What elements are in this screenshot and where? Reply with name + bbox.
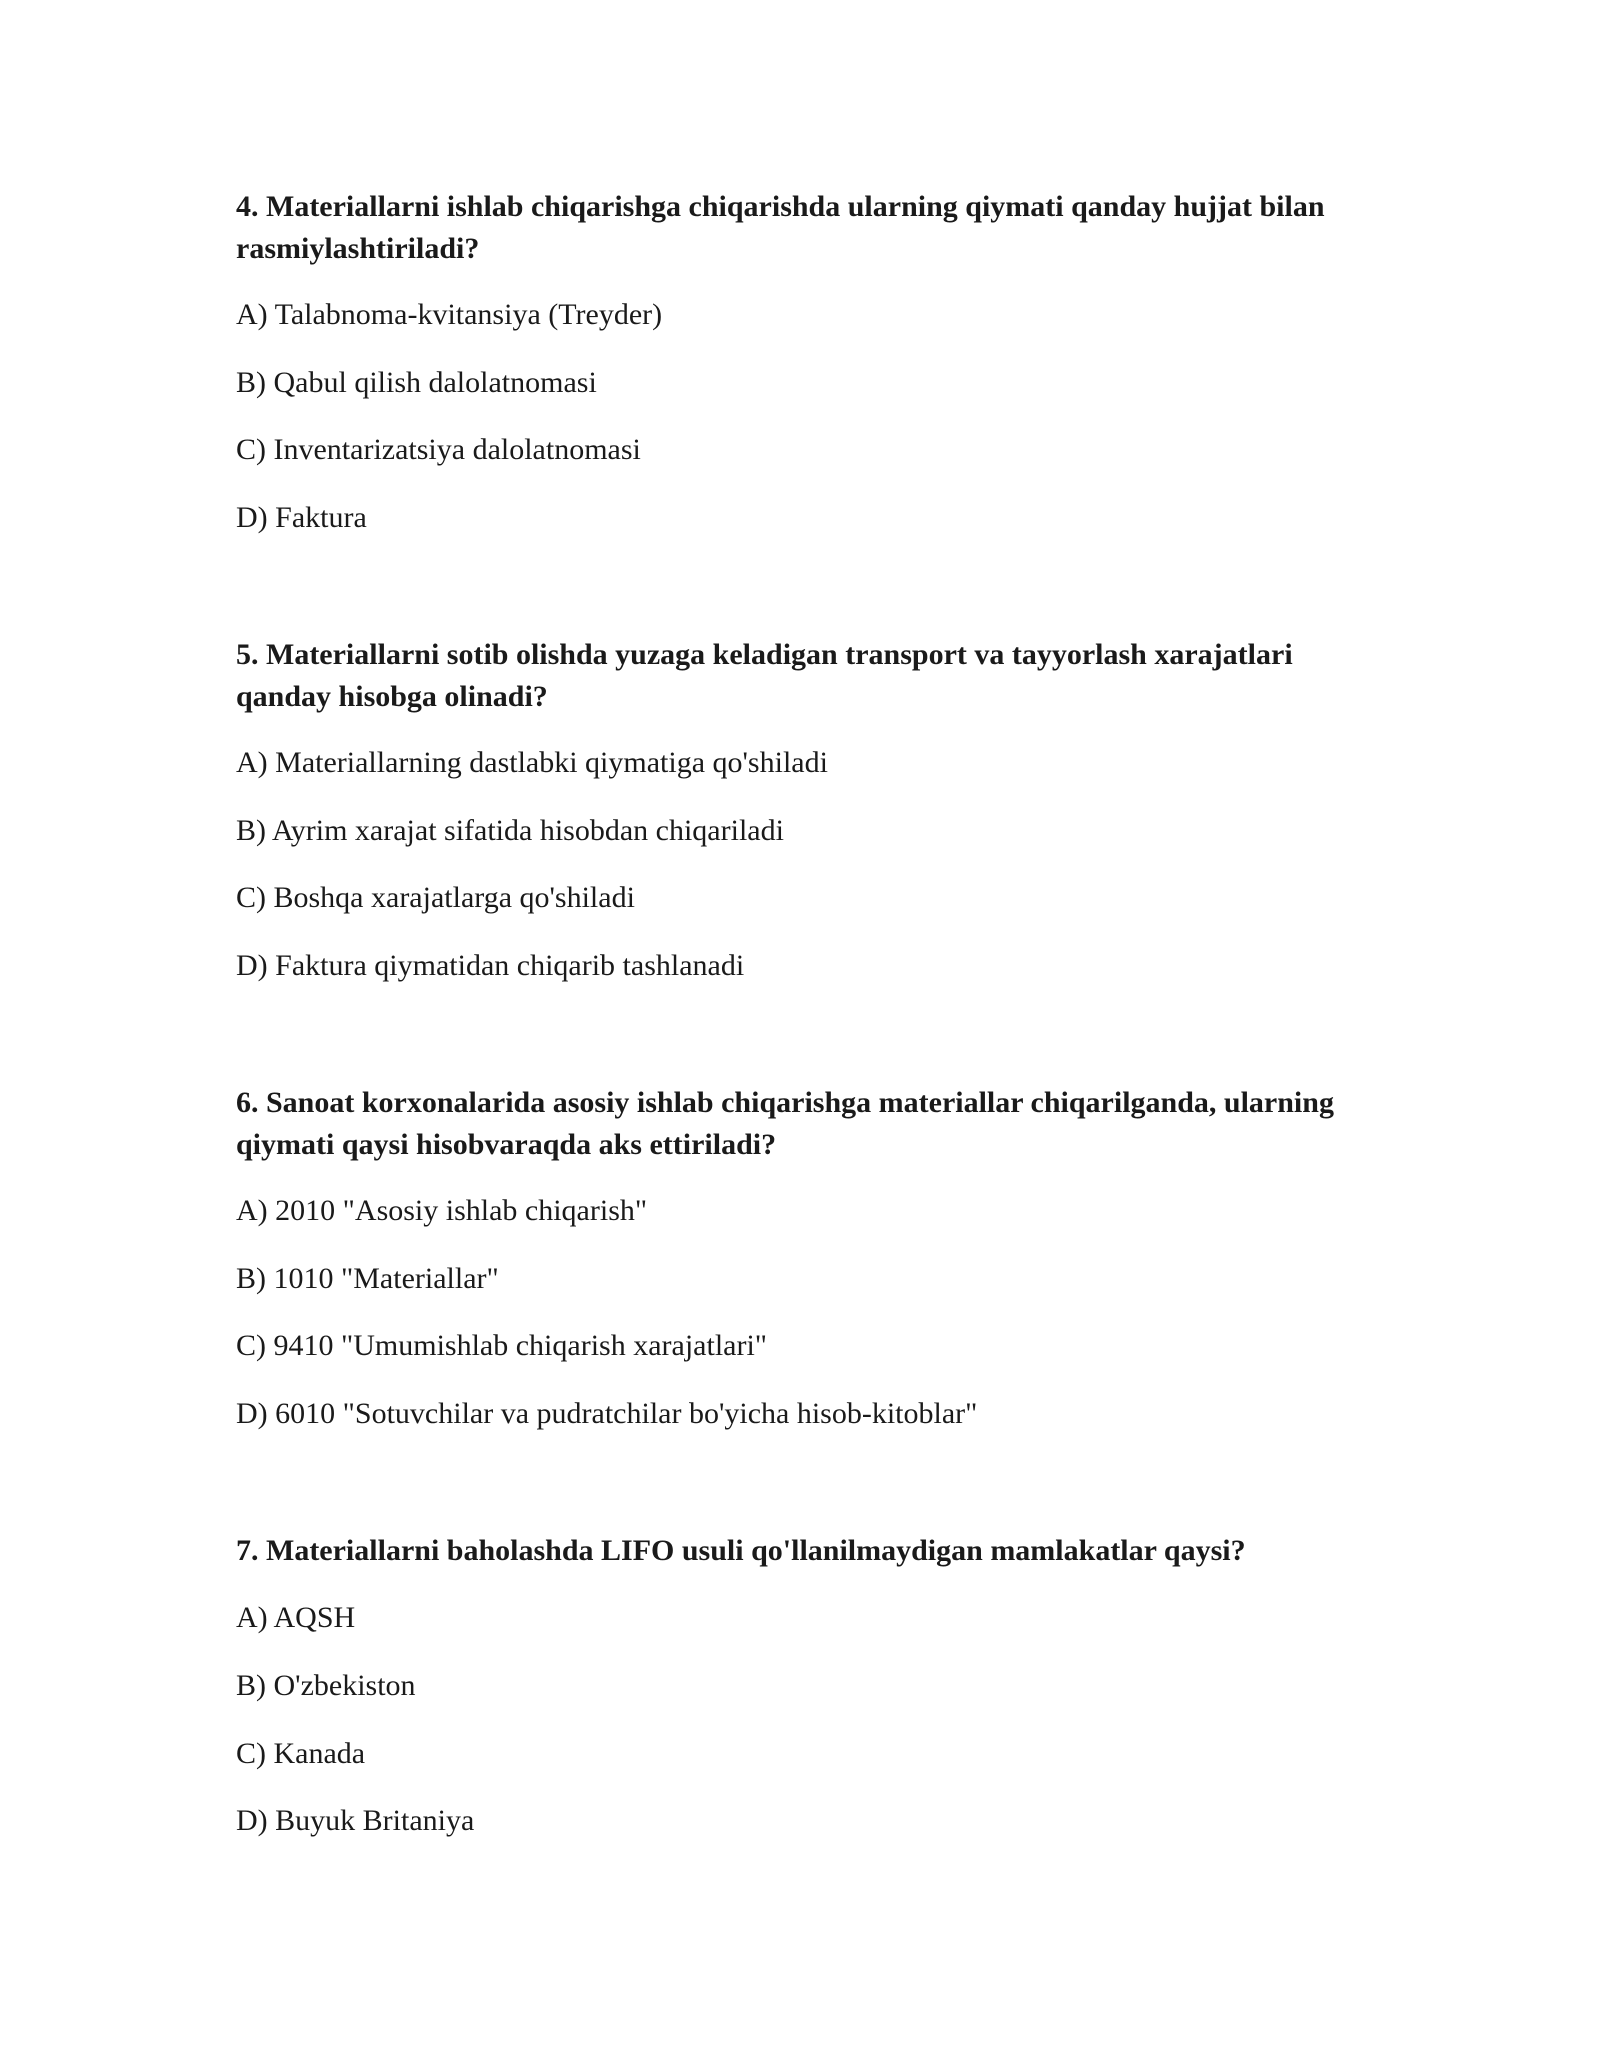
question-7-option-c: C) Kanada	[236, 1737, 366, 1770]
question-4-option-c: C) Inventarizatsiya dalolatnomasi	[236, 433, 641, 466]
question-7	[236, 1530, 1366, 1837]
question-4	[236, 186, 1366, 534]
question-6-option-c: C) 9410 "Umumishlab chiqarish xarajatlari"	[236, 1329, 768, 1362]
question-5	[236, 634, 1366, 982]
question-7-option-b: B) O'zbekiston	[236, 1669, 416, 1702]
question-5-text: 5. Materiallarni sotib olishda yuzaga keladigan transport va tayyorlash xarajatlari qanday hisobga olinadi?	[236, 638, 1293, 713]
question-7-option-d: D) Buyuk Britaniya	[236, 1804, 475, 1837]
question-4-text: 4. Materiallarni ishlab chiqarishga chiqarishda ularning qiymati qanday hujjat bilan rasmiylashtiriladi?	[236, 190, 1325, 265]
question-4-option-b: B) Qabul qilish dalolatnomasi	[236, 366, 597, 399]
question-5-option-a: A) Materiallarning dastlabki qiymatiga qo'shiladi	[236, 746, 828, 779]
question-6-option-d: D) 6010 "Sotuvchilar va pudratchilar bo'yicha hisob-kitoblar"	[236, 1397, 978, 1430]
question-4-option-a: A) Talabnoma-kvitansiya (Treyder)	[236, 298, 663, 331]
question-5-option-b: B) Ayrim xarajat sifatida hisobdan chiqariladi	[236, 814, 784, 847]
question-6-option-b: B) 1010 "Materiallar"	[236, 1262, 499, 1295]
question-5-option-d: D) Faktura qiymatidan chiqarib tashlanadi	[236, 949, 745, 982]
question-7-option-a: A) AQSH	[236, 1601, 356, 1634]
question-6-option-a: A) 2010 "Asosiy ishlab chiqarish"	[236, 1194, 648, 1227]
question-4-option-d: D) Faktura	[236, 501, 367, 534]
question-5-option-c: C) Boshqa xarajatlarga qo'shiladi	[236, 881, 635, 914]
question-6-text: 6. Sanoat korxonalarida asosiy ishlab chiqarishga materiallar chiqarilganda, ularning qiymati qaysi hisobvaraqda aks ettiriladi?	[236, 1086, 1334, 1161]
question-7-text: 7. Materiallarni baholashda LIFO usuli qo'llanilmaydigan mamlakatlar qaysi?	[236, 1534, 1246, 1567]
question-6	[236, 1082, 1366, 1430]
